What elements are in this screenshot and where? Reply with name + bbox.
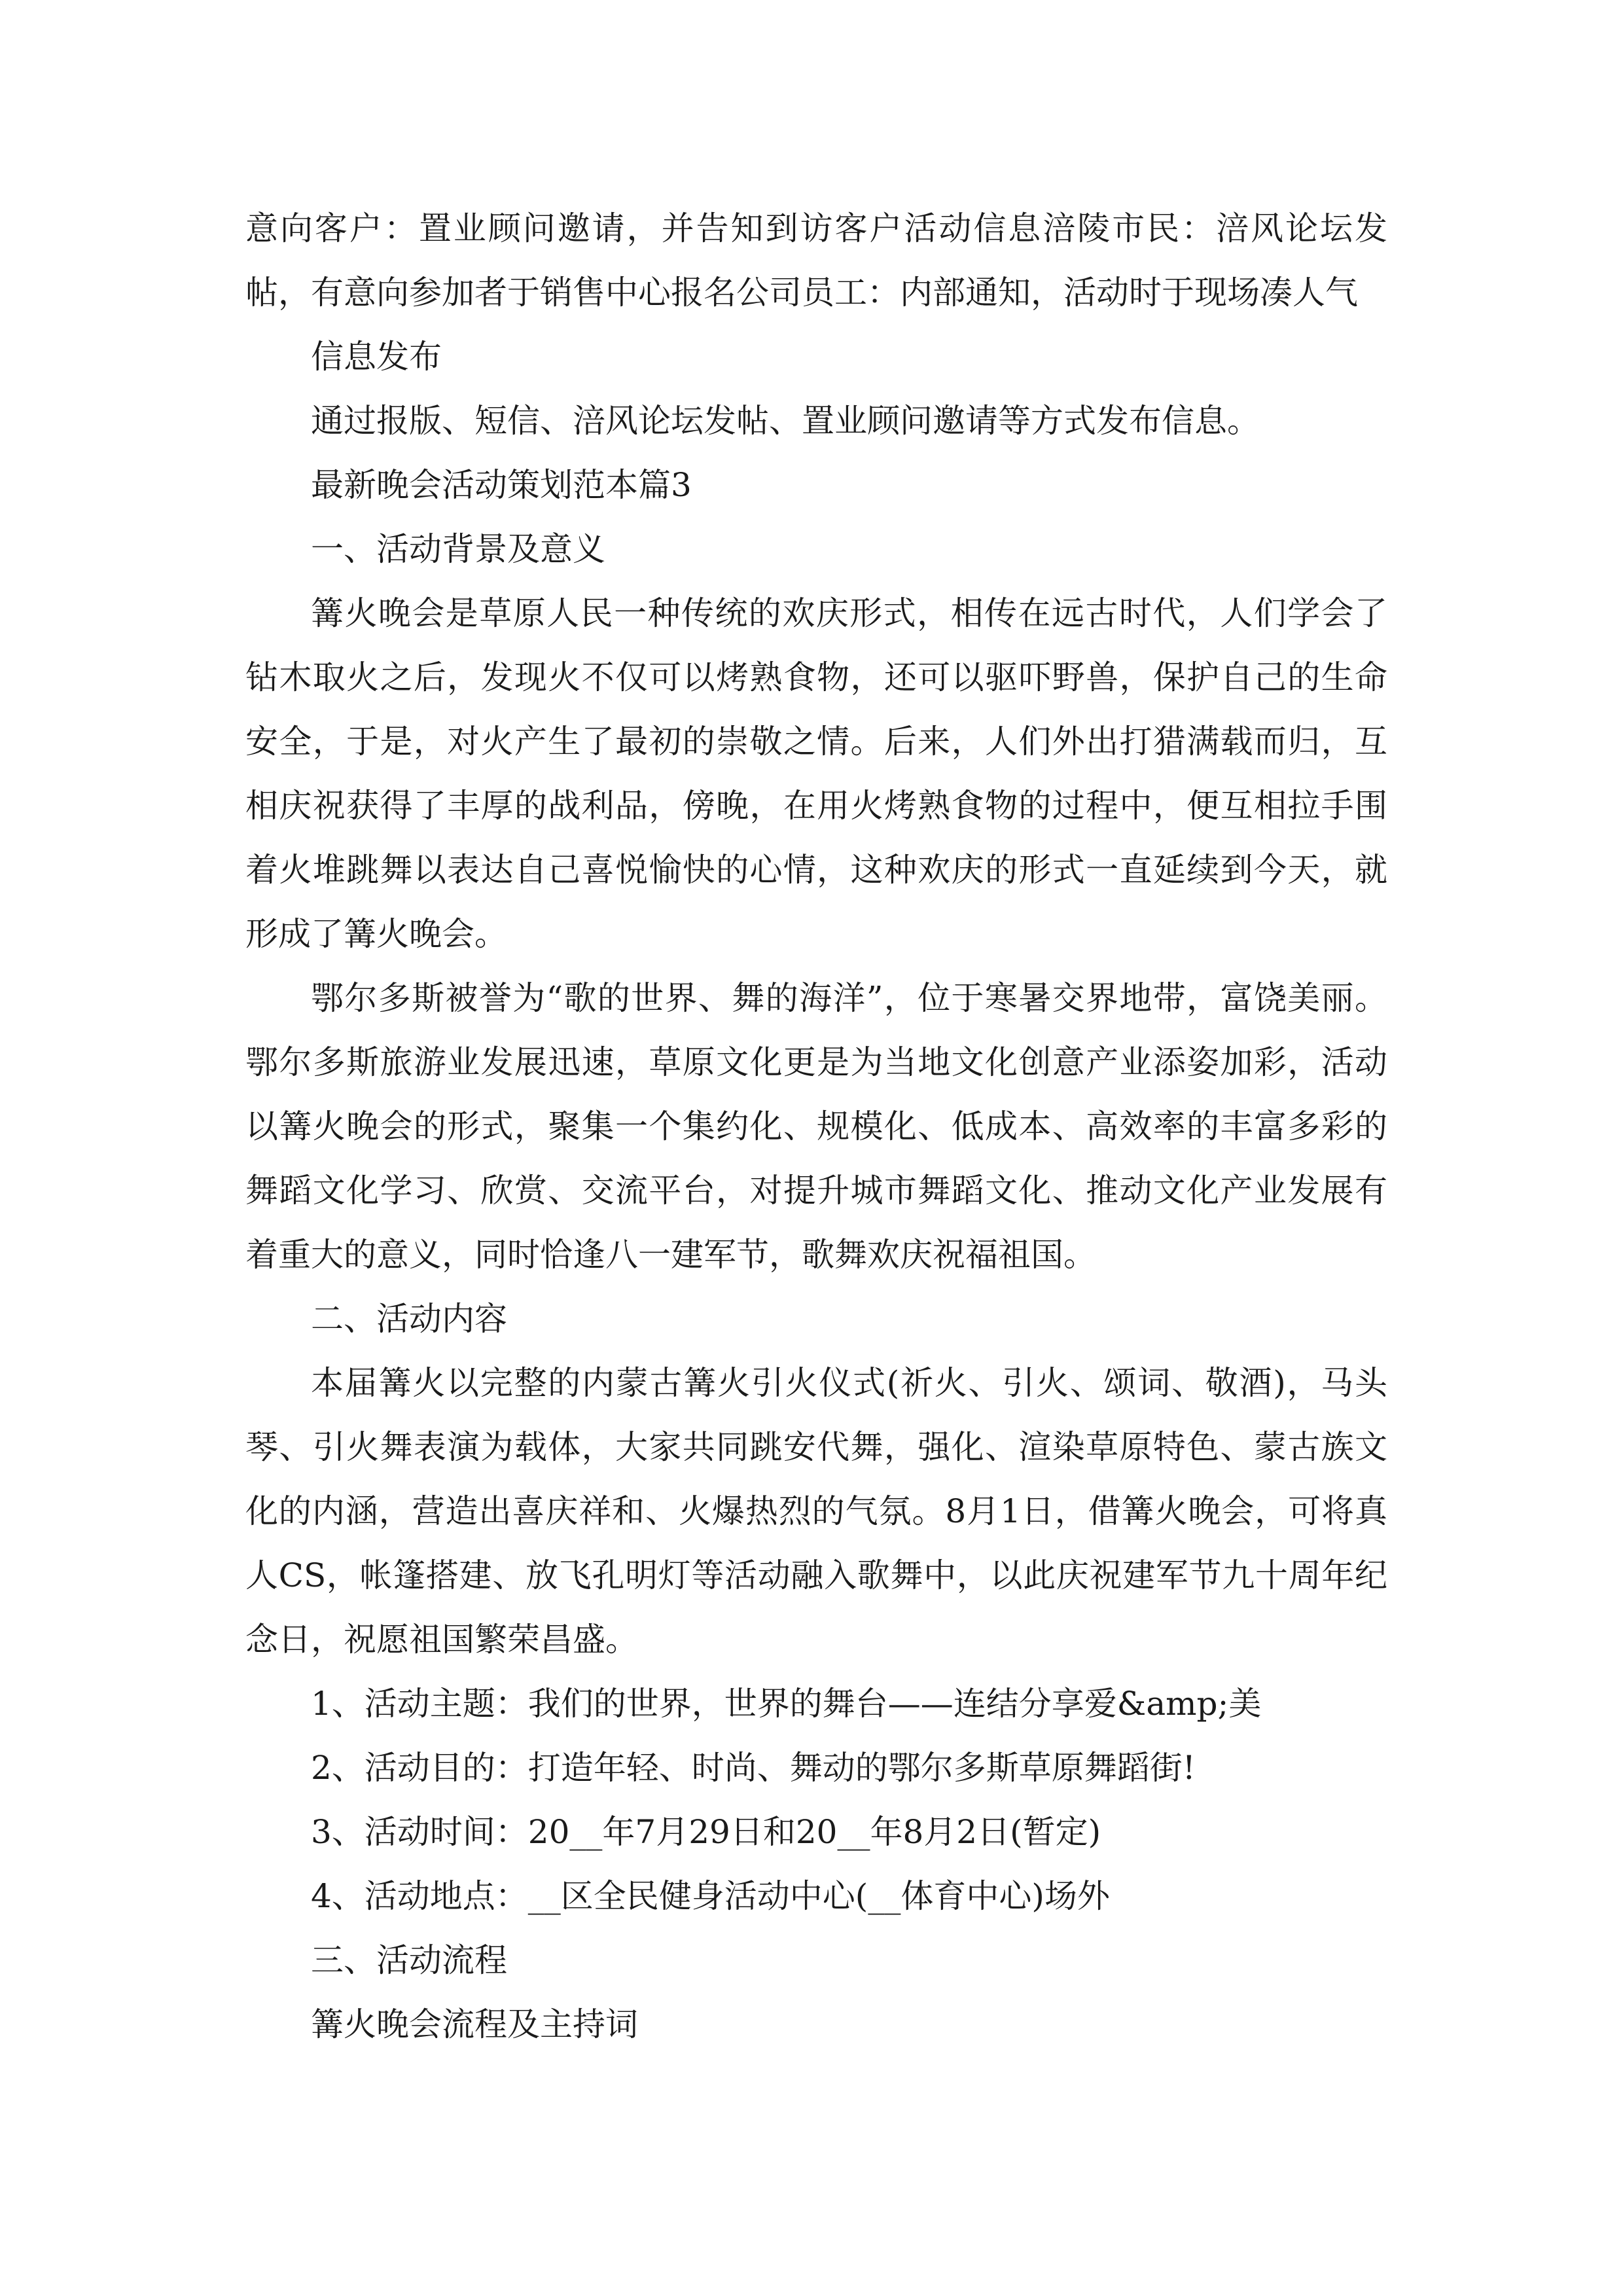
heading-activity-flow: 三、活动流程 <box>311 1941 507 1979</box>
paragraph-activity-content: 本届篝火以完整的内蒙古篝火引火仪式(祈火、引火、颂词、敬酒)，马头琴、引火舞表演为载体，大家共同跳安代舞，强化、渲染草原特色、蒙古族文化的内涵，营造出喜庆祥和、火爆热烈的气氛。8月1日，借篝火晚会，可将真人CS，帐篷搭建、放飞孔明灯等活动融入歌舞中，以此庆祝建军节九十周年纪念日，祝愿祖国繁荣昌盛。 <box>245 1364 1387 1659</box>
list-item-location: 4、活动地点：__区全民健身活动中心(__体育中心)场外 <box>311 1877 1110 1915</box>
list-item-purpose: 2、活动目的：打造年轻、时尚、舞动的鄂尔多斯草原舞蹈街! <box>311 1749 1196 1787</box>
heading-info-release: 信息发布 <box>311 338 442 376</box>
heading-background: 一、活动背景及意义 <box>311 530 605 568</box>
list-item-theme: 1、活动主题：我们的世界，世界的舞台——连结分享爱&amp;美 <box>311 1685 1262 1723</box>
section-title-template-3: 最新晚会活动策划范本篇3 <box>311 466 692 504</box>
heading-activity-content: 二、活动内容 <box>311 1300 507 1338</box>
paragraph-ordos-description: 鄂尔多斯被誉为“歌的世界、舞的海洋”，位于寒暑交界地带，富饶美丽。鄂尔多斯旅游业发展迅速，草原文化更是为当地文化创意产业添姿加彩，活动以篝火晚会的形式，聚集一个集约化、规模化、低成本、高效率的丰富多彩的舞蹈文化学习、欣赏、交流平台，对提升城市舞蹈文化、推动文化产业发展有着重大的意义，同时恰逢八一建军节，歌舞欢庆祝福祖国。 <box>245 979 1387 1274</box>
paragraph-bonfire-history: 篝火晚会是草原人民一种传统的欢庆形式，相传在远古时代，人们学会了钻木取火之后，发现火不仅可以烤熟食物，还可以驱吓野兽，保护自己的生命安全，于是，对火产生了最初的崇敬之情。后来，人们外出打猎满载而归，互相庆祝获得了丰厚的战利品，傍晚，在用火烤熟食物的过程中，便互相拉手围着火堆跳舞以表达自己喜悦愉快的心情，这种欢庆的形式一直延续到今天，就形成了篝火晚会。 <box>245 594 1387 953</box>
document-body <box>245 196 1387 2056</box>
paragraph-flow-and-host-script: 篝火晚会流程及主持词 <box>311 2005 638 2043</box>
paragraph-invitation-channels: 意向客户：置业顾问邀请，并告知到访客户活动信息涪陵市民：涪风论坛发帖，有意向参加者于销售中心报名公司员工：内部通知，活动时于现场凑人气 <box>245 209 1387 312</box>
paragraph-info-release: 通过报版、短信、涪风论坛发帖、置业顾问邀请等方式发布信息。 <box>311 402 1260 440</box>
list-item-time: 3、活动时间：20__年7月29日和20__年8月2日(暂定) <box>311 1813 1101 1851</box>
